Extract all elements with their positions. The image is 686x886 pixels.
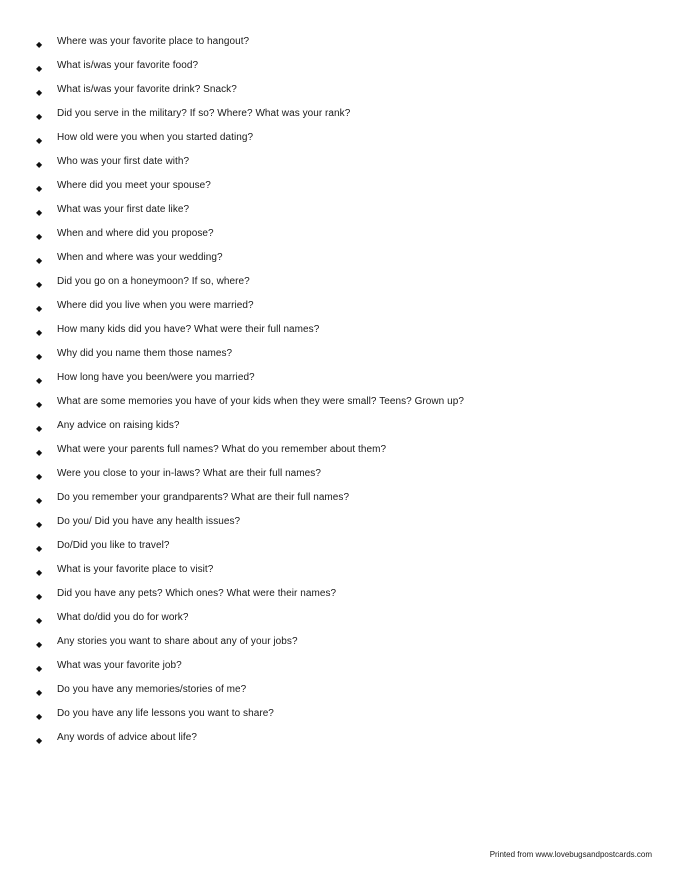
question-text: Who was your first date with?: [57, 156, 190, 168]
question-item: [0, 32, 686, 56]
bullet-diamond-icon: ◆: [36, 568, 43, 578]
question-item: [0, 248, 686, 272]
footer-credit: Printed from www.lovebugsandpostcards.com: [489, 850, 652, 859]
question-text: Were you close to your in-laws? What are their full names?: [57, 468, 321, 480]
bullet-diamond-icon: ◆: [36, 400, 43, 410]
question-text: What are some memories you have of your kids when they were small? Teens? Grown up?: [57, 396, 464, 408]
question-text: What is/was your favorite drink? Snack?: [57, 84, 237, 96]
question-text: What were your parents full names? What do you remember about them?: [57, 444, 387, 456]
bullet-diamond-icon: ◆: [36, 496, 43, 506]
question-text: Where was your favorite place to hangout?: [57, 36, 250, 47]
bullet-diamond-icon: ◆: [36, 352, 43, 362]
question-item: [0, 488, 686, 512]
bullet-diamond-icon: ◆: [36, 424, 43, 434]
question-item: [0, 224, 686, 248]
bullet-diamond-icon: ◆: [36, 472, 43, 482]
question-text: When and where did you propose?: [57, 228, 214, 240]
question-item: [0, 392, 686, 416]
question-text: Why did you name them those names?: [57, 348, 233, 360]
bullet-diamond-icon: ◆: [36, 304, 43, 314]
question-list: [0, 32, 686, 752]
question-text: Any stories you want to share about any of your jobs?: [57, 636, 298, 648]
bullet-diamond-icon: ◆: [36, 736, 43, 746]
question-item: [0, 560, 686, 584]
question-item: [0, 104, 686, 128]
question-text: Do you remember your grandparents? What are their full names?: [57, 492, 350, 504]
question-text: Do you have any memories/stories of me?: [57, 684, 247, 696]
bullet-diamond-icon: ◆: [36, 184, 43, 194]
question-item: [0, 296, 686, 320]
bullet-diamond-icon: ◆: [36, 232, 43, 242]
bullet-diamond-icon: ◆: [36, 544, 43, 554]
question-item: [0, 632, 686, 656]
question-text: Do you/ Did you have any health issues?: [57, 516, 241, 528]
bullet-diamond-icon: ◆: [36, 520, 43, 530]
question-text: Where did you live when you were married?: [57, 300, 254, 312]
question-text: Did you have any pets? Which ones? What were their names?: [57, 588, 337, 600]
bullet-diamond-icon: ◆: [36, 280, 43, 290]
question-item: [0, 344, 686, 368]
bullet-diamond-icon: ◆: [36, 208, 43, 218]
question-text: Where did you meet your spouse?: [57, 180, 211, 192]
question-item: [0, 680, 686, 704]
bullet-diamond-icon: ◆: [36, 64, 43, 74]
question-text: Do you have any life lessons you want to share?: [57, 708, 274, 720]
bullet-diamond-icon: ◆: [36, 160, 43, 170]
question-text: What is your favorite place to visit?: [57, 564, 214, 576]
bullet-diamond-icon: ◆: [36, 136, 43, 146]
bullet-diamond-icon: ◆: [36, 256, 43, 266]
bullet-diamond-icon: ◆: [36, 112, 43, 122]
question-item: [0, 440, 686, 464]
bullet-diamond-icon: ◆: [36, 376, 43, 386]
question-text: What is/was your favorite food?: [57, 60, 199, 72]
question-text: How many kids did you have? What were their full names?: [57, 324, 320, 336]
question-item: [0, 272, 686, 296]
question-text: How long have you been/were you married?: [57, 372, 255, 384]
bullet-diamond-icon: ◆: [36, 88, 43, 98]
question-item: [0, 368, 686, 392]
bullet-diamond-icon: ◆: [36, 40, 43, 49]
question-item: [0, 128, 686, 152]
question-item: [0, 80, 686, 104]
question-item: [0, 416, 686, 440]
question-item: [0, 464, 686, 488]
question-item: [0, 176, 686, 200]
question-text: Any words of advice about life?: [57, 732, 197, 744]
question-text: What do/did you do for work?: [57, 612, 189, 624]
question-item: [0, 536, 686, 560]
bullet-diamond-icon: ◆: [36, 616, 43, 626]
question-item: [0, 512, 686, 536]
question-text: Did you go on a honeymoon? If so, where?: [57, 276, 250, 288]
question-item: [0, 584, 686, 608]
question-text: Do/Did you like to travel?: [57, 540, 170, 552]
bullet-diamond-icon: ◆: [36, 640, 43, 650]
question-item: [0, 656, 686, 680]
question-item: [0, 320, 686, 344]
bullet-diamond-icon: ◆: [36, 712, 43, 722]
bullet-diamond-icon: ◆: [36, 448, 43, 458]
question-item: [0, 56, 686, 80]
question-text: When and where was your wedding?: [57, 252, 223, 264]
bullet-diamond-icon: ◆: [36, 664, 43, 674]
bullet-diamond-icon: ◆: [36, 592, 43, 602]
question-item: [0, 200, 686, 224]
bullet-diamond-icon: ◆: [36, 328, 43, 338]
question-text: What was your first date like?: [57, 204, 190, 216]
question-item: [0, 728, 686, 752]
question-item: [0, 704, 686, 728]
question-item: [0, 608, 686, 632]
question-text: Any advice on raising kids?: [57, 420, 180, 432]
bullet-diamond-icon: ◆: [36, 688, 43, 698]
question-item: [0, 152, 686, 176]
question-text: Did you serve in the military? If so? Where? What was your rank?: [57, 108, 351, 120]
question-text: What was your favorite job?: [57, 660, 182, 672]
question-text: How old were you when you started dating?: [57, 132, 254, 144]
